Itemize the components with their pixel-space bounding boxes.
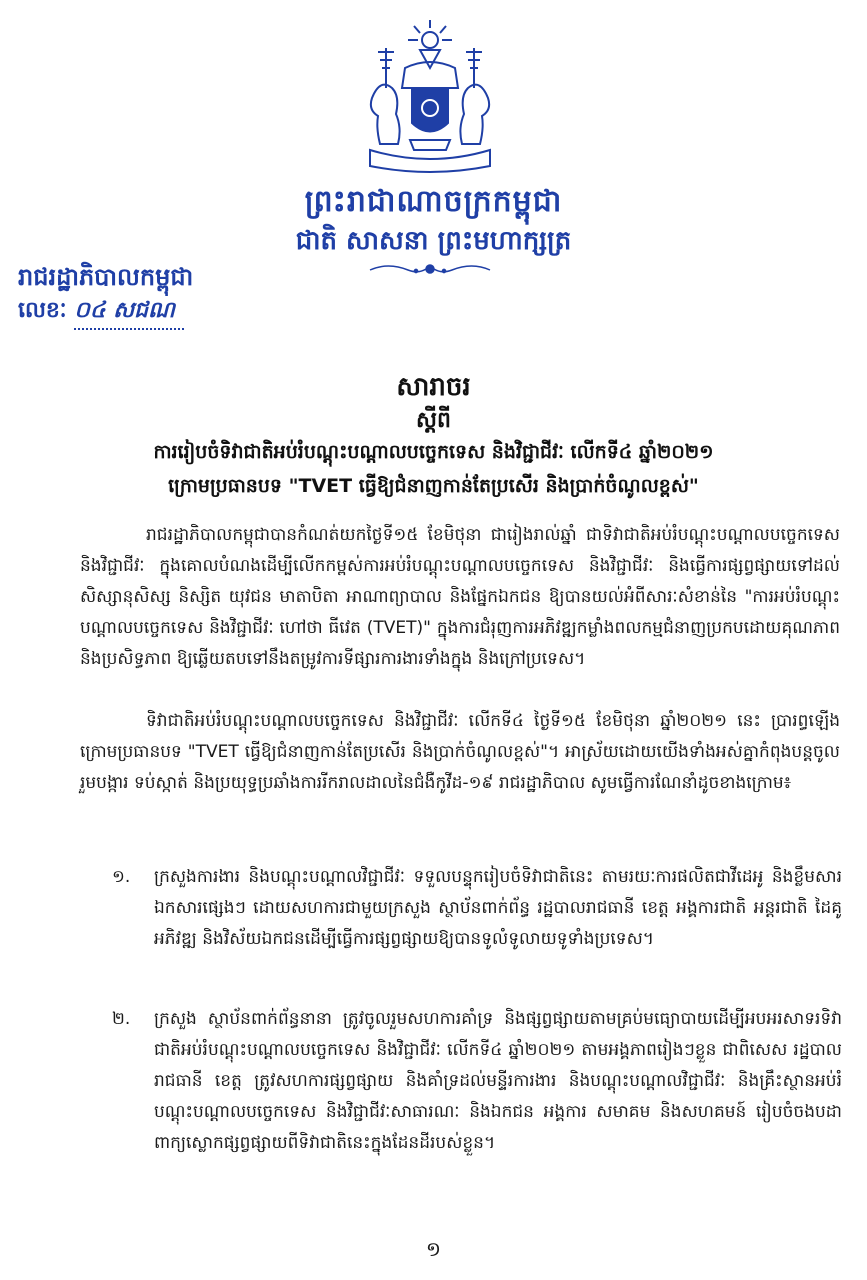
reference-label: លេខៈ [18,298,67,323]
reference-number: ០៤ សជណ [74,296,184,330]
title-theme: ក្រោមប្រធានបទ "TVET ធ្វើឱ្យជំនាញកាន់តែប្រសើរ និងប្រាក់ចំណូលខ្ពស់" [168,475,699,497]
list-item [112,862,842,955]
list-item-number: ១. [112,867,131,887]
title-about: ស្តីពី [416,408,451,433]
document-type: សារាចរ [396,372,471,402]
list-item-number: ២. [112,1009,131,1029]
list-item [112,1004,842,1159]
paragraph-intro: រាជរដ្ឋាភិបាលកម្ពុជាបានកំណត់យកថ្ងៃទី១៥ ខែមិថុនា ជារៀងរាល់ឆ្នាំ ជាទិវាជាតិអប់រំបណ្តុះបណ្តាលបច្ចេកទេស និងវិជ្ជាជីវៈ ក្នុងគោលបំណងដើម្បីលើកកម្ពស់ការអប់រំបណ្តុះបណ្តាលបច្ចេកទេស និងវិជ្ជាជីវៈ និងធ្វើការផ្សព្វផ្សាយទៅដល់សិស្សានុសិស្ស និស្សិត យុវជន មាតាបិតា អាណាព្យាបាល និងផ្នែកឯកជន ឱ្យបានយល់អំពីសារៈសំខាន់នៃ "ការអប់រំបណ្តុះបណ្តាលបច្ចេកទេស និងវិជ្ជាជីវៈ ហៅថា ធីវេត (TVET)" ក្នុងការជំរុញការអភិវឌ្ឍកម្លាំងពលកម្មជំនាញប្រកបដោយគុណភាព និងប្រសិទ្ធភាព ឱ្យឆ្លើយតបទៅនឹងតម្រូវការទីផ្សារការងារទាំងក្នុង និងក្រៅប្រទេស។ [80,525,840,669]
page-number: ១ [425,1237,442,1261]
reference-line [18,296,184,330]
list-item-text: ក្រសួង ស្ថាប័នពាក់ព័ន្ធនានា ត្រូវចូលរួមសហការគាំទ្រ និងផ្សព្វផ្សាយតាមគ្រប់មធ្យោបាយដើម្បីអបអរសាទរទិវាជាតិអប់រំបណ្តុះបណ្តាលបច្ចេកទេស និងវិជ្ជាជីវៈ លើកទី៤ ឆ្នាំ២០២១ តាមអង្គភាពរៀងៗខ្លួន ជាពិសេស រដ្ឋបាលរាជធានី ខេត្ត ត្រូវសហការផ្សព្វផ្សាយ និងគាំទ្រដល់មន្ទីរការងារ និងបណ្តុះបណ្តាលវិជ្ជាជីវៈ និងគ្រឹះស្ថានអប់រំបណ្តុះបណ្តាលបច្ចេកទេស និងវិជ្ជាជីវៈសាធារណៈ និងឯកជន អង្គការ សមាគម និងសហគមន៍ រៀបចំចងបដា ពាក្យស្លោកផ្សព្វផ្សាយពីទិវាជាតិនេះក្នុងដែនដីរបស់ខ្លួន។ [154,1009,842,1153]
kingdom-title: ព្រះរាជាណាចក្រកម្ពុជា [304,184,563,219]
list-item-text: ក្រសួងការងារ និងបណ្តុះបណ្តាលវិជ្ជាជីវៈ ទទួលបន្ទុករៀបចំទិវាជាតិនេះ តាមរយៈការផលិតជាវីដេអូ និងខ្លឹមសារឯកសារផ្សេងៗ ដោយសហការជាមួយក្រសួង ស្ថាប័នពាក់ព័ន្ធ រដ្ឋបាលរាជធានី ខេត្ត អង្គការជាតិ អន្តរជាតិ ដៃគូអភិវឌ្ឍ និងវិស័យឯកជនដើម្បីធ្វើការផ្សព្វផ្សាយឱ្យបានទូលំទូលាយទូទាំងប្រទេស។ [154,867,842,949]
decorative-divider-icon [368,258,492,280]
title-subject: ការរៀបចំទិវាជាតិអប់រំបណ្តុះបណ្តាលបច្ចេកទេស និងវិជ្ជាជីវៈ លើកទី៤ ឆ្នាំ២០២១ [153,441,714,463]
issuing-authority: រាជរដ្ឋាភិបាលកម្ពុជា [18,263,194,291]
royal-arms-icon [350,18,510,178]
national-motto: ជាតិ សាសនា ព្រះមហាក្សត្រ [295,226,572,256]
paragraph-context: ទិវាជាតិអប់រំបណ្តុះបណ្តាលបច្ចេកទេស និងវិជ្ជាជីវៈ លើកទី៤ ថ្ងៃទី១៥ ខែមិថុនា ឆ្នាំ២០២១ នេះ ប្រារព្ធឡើងក្រោមប្រធានបទ "TVET ធ្វើឱ្យជំនាញកាន់តែប្រសើរ និងប្រាក់ចំណូលខ្ពស់"។ អាស្រ័យដោយយើងទាំងអស់គ្នាកំពុងបន្តចូលរួមបង្ការ ទប់ស្កាត់ និងប្រយុទ្ធប្រឆាំងការរីករាលដាលនៃជំងឺកូវីដ-១៩ រាជរដ្ឋាភិបាល សូមធ្វើការណែនាំដូចខាងក្រោម៖ [80,711,840,793]
